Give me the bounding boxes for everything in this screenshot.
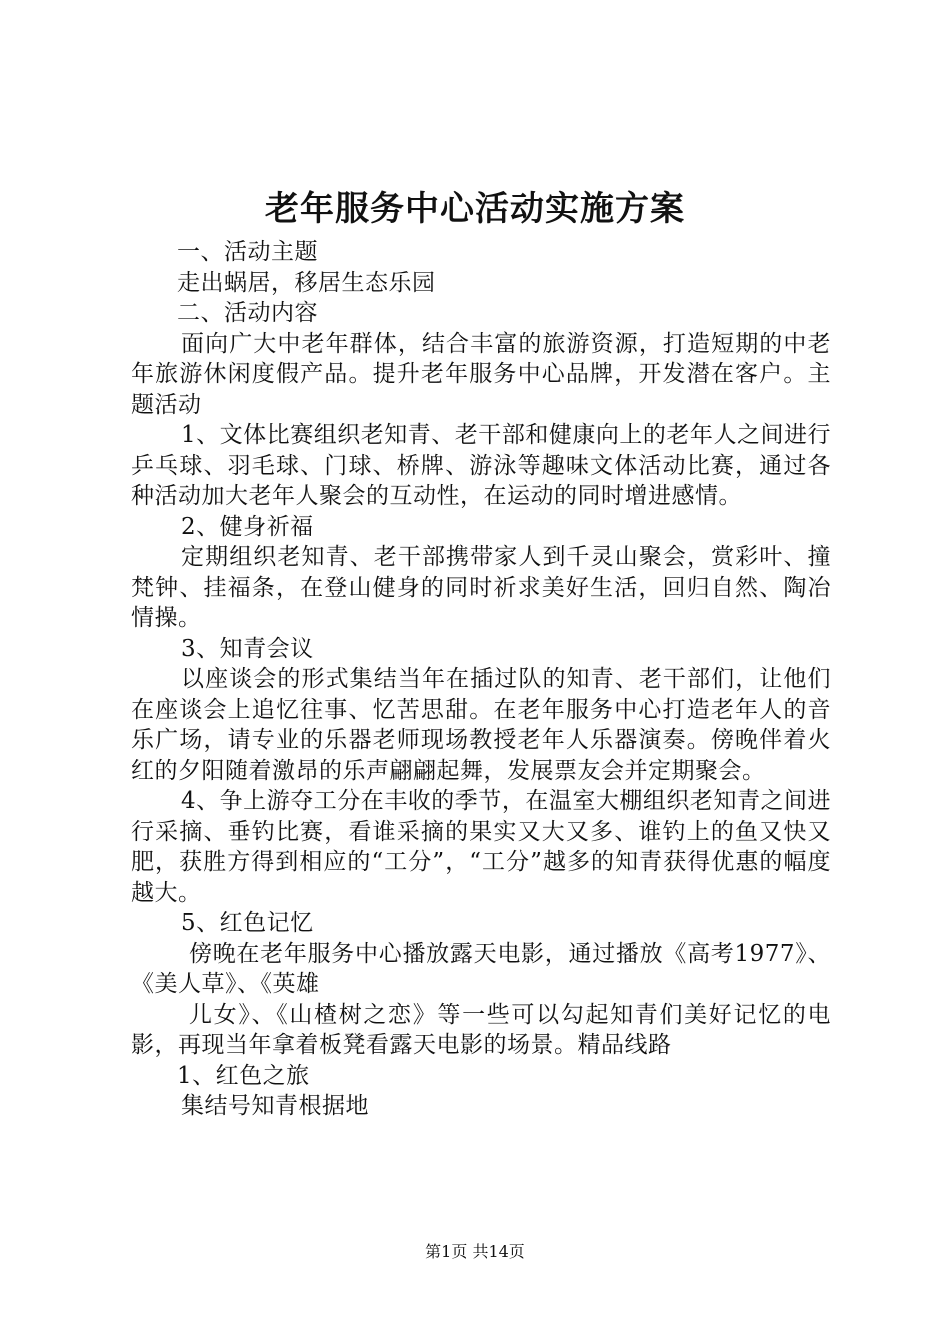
paragraph: 傍晚在老年服务中心播放露天电影，通过播放《高考1977》、《美人草》、《英雄 <box>131 940 831 997</box>
paragraph: 1、文体比赛组织老知青、老干部和健康向上的老年人之间进行乒乓球、羽毛球、门球、桥牌、游泳等趣味文体活动比赛，通过各种活动加大老年人聚会的互动性，在运动的同时增进感情。 <box>131 422 831 509</box>
paragraph: 儿女》、《山楂树之恋》等一些可以勾起知青们美好记忆的电影，再现当年拿着板凳看露天电影的场景。精品线路 <box>131 1001 831 1058</box>
paragraph: 定期组织老知青、老干部携带家人到千灵山聚会，赏彩叶、撞梵钟、挂福条，在登山健身的同时祈求美好生活，回归自然、陶冶情操。 <box>131 544 831 631</box>
sub-heading: 2、健身祈福 <box>181 513 314 540</box>
sub-heading: 3、知青会议 <box>181 635 314 662</box>
paragraph: 以座谈会的形式集结当年在插过队的知青、老干部们，让他们在座谈会上追忆往事、忆苦思甜。在老年服务中心打造老年人的音乐广场，请专业的乐器老师现场教授老年人乐器演奏。傍晚伴着火红的夕阳随着激昂的乐声翩翩起舞，发展票友会并定期聚会。 <box>131 666 831 784</box>
paragraph: 走出蜗居，移居生态乐园 <box>177 269 436 296</box>
sub-heading: 5、红色记忆 <box>181 910 314 936</box>
paragraph: 面向广大中老年群体，结合丰富的旅游资源，打造短期的中老年旅游休闲度假产品。提升老年服务中心品牌，开发潜在客户。主题活动 <box>131 330 831 418</box>
document-body <box>131 237 831 1122</box>
sub-heading: 1、红色之旅 <box>177 1062 310 1089</box>
section-heading: 二、活动内容 <box>177 300 318 326</box>
section-heading: 一、活动主题 <box>177 239 318 265</box>
paragraph: 4、争上游夺工分在丰收的季节，在温室大棚组织老知青之间进行采摘、垂钓比赛，看谁采摘的果实又大又多、谁钓上的鱼又快又肥，获胜方得到相应的“工分”，“工分”越多的知青获得优惠的幅度越大。 <box>131 788 831 906</box>
paragraph: 集结号知青根据地 <box>181 1093 369 1119</box>
document-title: 老年服务中心活动实施方案 <box>265 189 685 229</box>
page-number: 第1页 共14页 <box>425 1242 525 1261</box>
